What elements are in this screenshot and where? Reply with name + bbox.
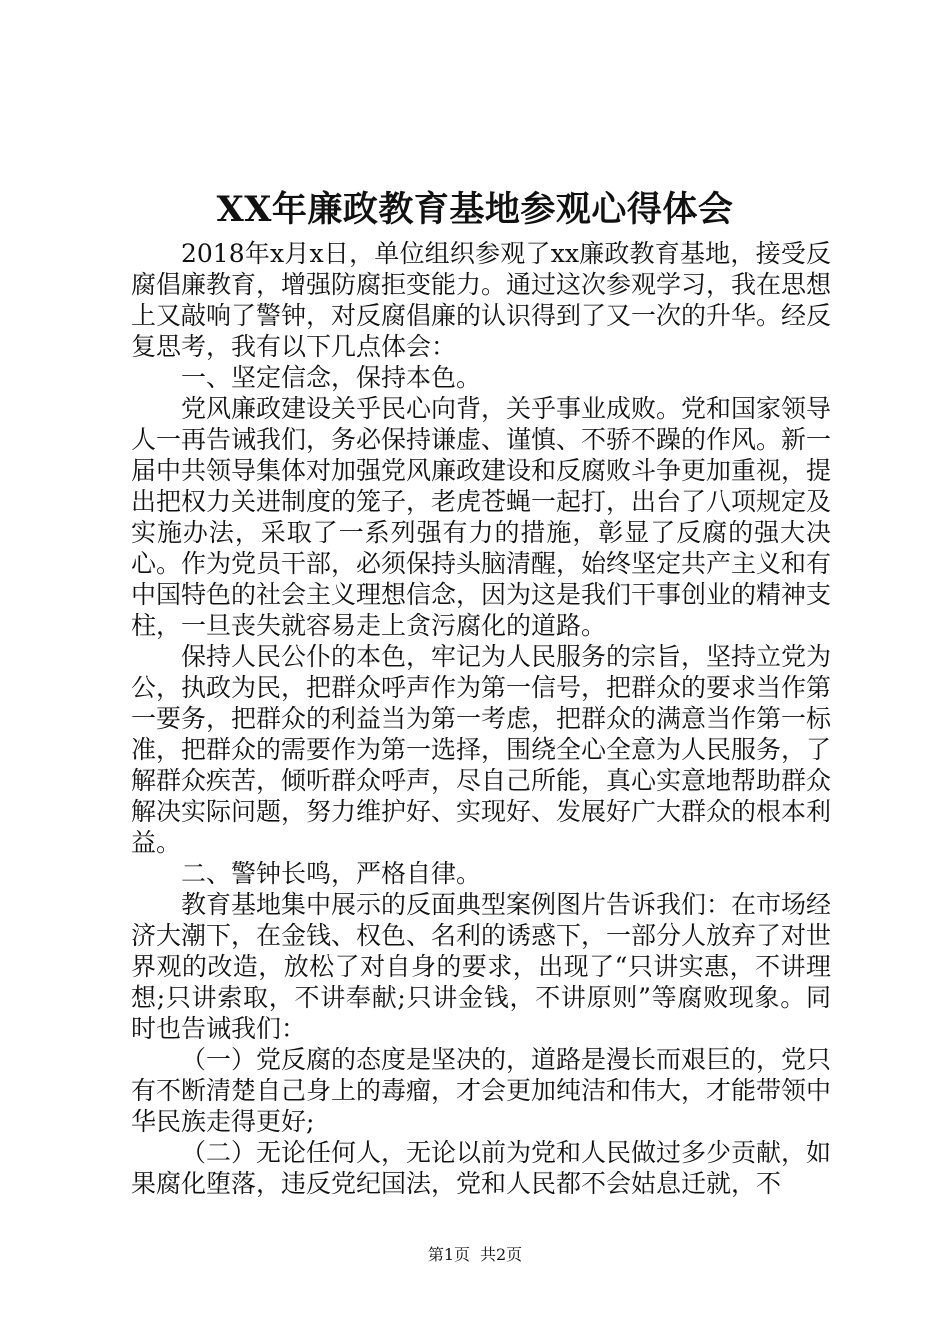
paragraph-section-1-a: 党风廉政建设关乎民心向背，关乎事业成败。党和国家领导人一再告诫我们，务必保持谦虚、谨慎、不骄不躁的作风。新一届中共领导集体对加强党风廉政建设和反腐败斗争更加重视，提出把权力关进制度的笼子，老虎苍蝇一起打，出台了八项规定及实施办法，采取了一系列强有力的措施，彰显了反腐的强大决心。作为党员干部，必须保持头脑清醒，始终坚定共产主义和有中国特色的社会主义理想信念，因为这是我们干事创业的精神支柱，一旦丧失就容易走上贪污腐化的道路。 <box>131 394 832 640</box>
paragraph-intro: 2018年x月x日，单位组织参观了xx廉政教育基地，接受反腐倡廉教育，增强防腐拒变能力。通过这次参观学习，我在思想上又敲响了警钟，对反腐倡廉的认识得到了又一次的升华。经反复思考，我有以下几点体会： <box>131 239 832 361</box>
section-heading-2: 二、警钟长鸣，严格自律。 <box>181 859 482 888</box>
paragraph-point-1: （一）党反腐的态度是坚决的，道路是漫长而艰巨的，党只有不断清楚自己身上的毒瘤，才会更加纯洁和伟大，才能带领中华民族走得更好; <box>131 1045 832 1136</box>
page-number-total: 共2页 <box>480 1245 523 1264</box>
page-footer <box>0 1244 950 1266</box>
page-number-current: 第1页 <box>427 1245 470 1264</box>
paragraph-point-2: （二）无论任何人，无论以前为党和人民做过多少贡献，如果腐化堕落，违反党纪国法，党和人民都不会姑息迁就，不 <box>131 1138 832 1198</box>
section-heading-1: 一、坚定信念，保持本色。 <box>181 363 482 392</box>
paragraph-section-2-a: 教育基地集中展示的反面典型案例图片告诉我们：在市场经济大潮下，在金钱、权色、名利的诱惑下，一部分人放弃了对世界观的改造，放松了对自身的要求，出现了“只讲实惠，不讲理想;只讲索取，不讲奉献;只讲金钱，不讲原则”等腐败现象。同时也告诫我们： <box>131 890 832 1043</box>
document-body <box>131 238 831 1199</box>
document-title: XX年廉政教育基地参观心得体会 <box>216 189 734 230</box>
paragraph-section-1-b: 保持人民公仆的本色，牢记为人民服务的宗旨，坚持立党为公，执政为民，把群众呼声作为第一信号，把群众的要求当作第一要务，把群众的利益当为第一考虑，把群众的满意当作第一标准，把群众的需要作为第一选择，围绕全心全意为人民服务，了解群众疾苦，倾听群众呼声，尽自己所能，真心实意地帮助群众解决实际问题，努力维护好、实现好、发展好广大群众的根本利益。 <box>131 642 832 857</box>
